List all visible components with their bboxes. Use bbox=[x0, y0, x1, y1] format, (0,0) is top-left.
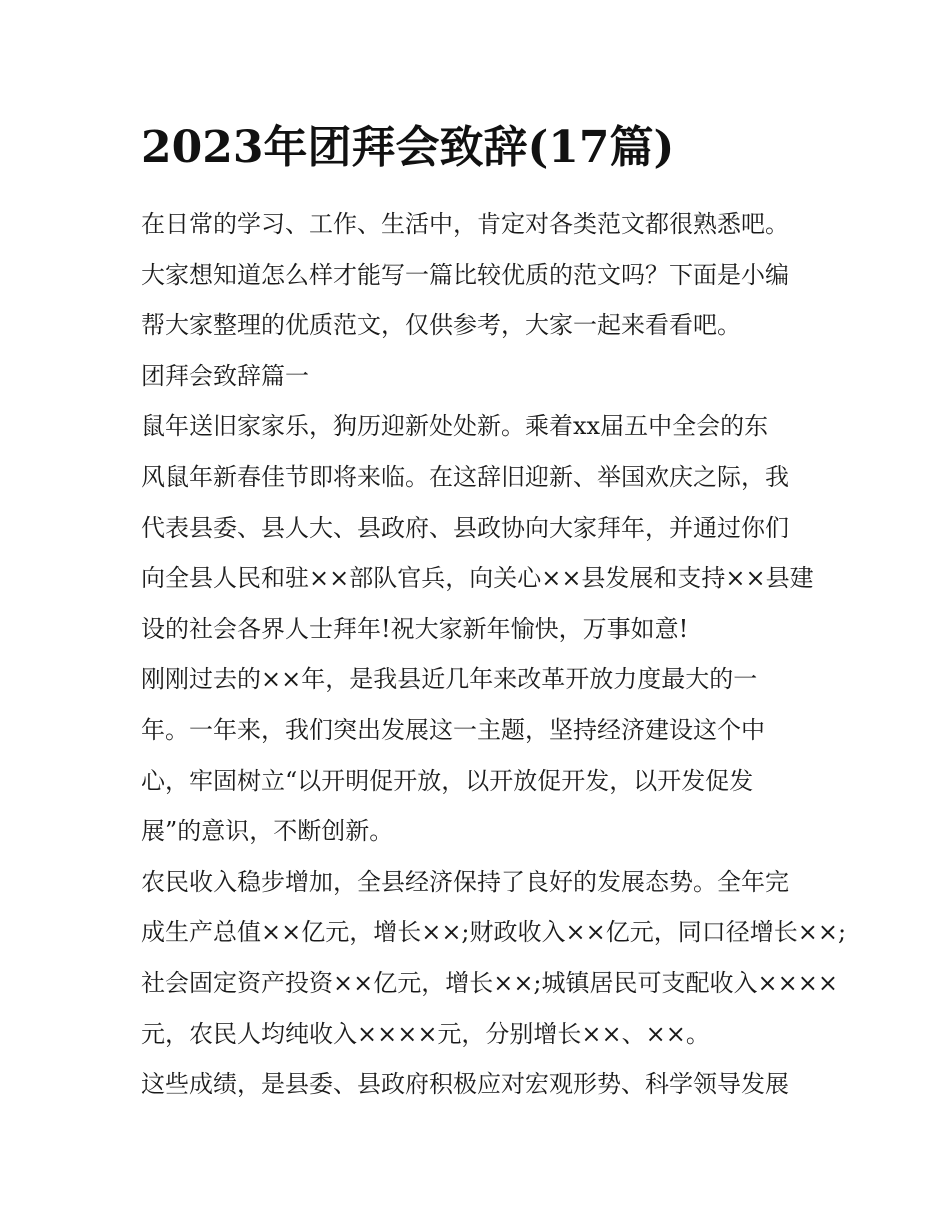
text-line: 成生产总值××亿元，增长××;财政收入××亿元，同口径增长××; bbox=[141, 918, 847, 947]
text-line: 设的社会各界人士拜年!祝大家新年愉快，万事如意! bbox=[141, 614, 689, 643]
text-line: 鼠年送旧家家乐，狗历迎新处处新。乘着xx届五中全会的东 bbox=[141, 412, 769, 441]
text-line: 心，牢固树立“以开明促开放，以开放促开发，以开发促发 bbox=[141, 766, 754, 795]
text-line: 大家想知道怎么样才能写一篇比较优质的范文吗？下面是小编 bbox=[141, 260, 789, 289]
text-line: 元，农民人均纯收入××××元，分别增长××、××。 bbox=[141, 1019, 710, 1048]
text-line: 在日常的学习、工作、生活中，肯定对各类范文都很熟悉吧。 bbox=[141, 210, 789, 238]
text-line: 社会固定资产投资××亿元，增长××;城镇居民可支配收入×××× bbox=[141, 968, 838, 997]
text-line: 这些成绩，是县委、县政府积极应对宏观形势、科学领导发展 bbox=[141, 1070, 789, 1099]
text-line: 向全县人民和驻××部队官兵，向关心××县发展和支持××县建 bbox=[141, 564, 814, 593]
text-line: 刚刚过去的××年，是我县近几年来改革开放力度最大的一 bbox=[141, 665, 758, 694]
document-title: 2023年团拜会致辞(17篇) bbox=[141, 122, 675, 173]
text-line: 年。一年来，我们突出发展这一主题，坚持经济建设这个中 bbox=[141, 715, 765, 744]
document-body bbox=[141, 199, 847, 1110]
text-line: 展”的意识，不断创新。 bbox=[141, 817, 394, 846]
text-line: 代表县委、县人大、县政府、县政协向大家拜年，并通过你们 bbox=[141, 513, 789, 542]
text-line: 风鼠年新春佳节即将来临。在这辞旧迎新、举国欢庆之际，我 bbox=[141, 462, 789, 491]
section-heading: 团拜会致辞篇一 bbox=[141, 361, 309, 390]
text-line: 农民收入稳步增加，全县经济保持了良好的发展态势。全年完 bbox=[141, 867, 789, 896]
text-line: 帮大家整理的优质范文，仅供参考，大家一起来看看吧。 bbox=[141, 311, 741, 340]
